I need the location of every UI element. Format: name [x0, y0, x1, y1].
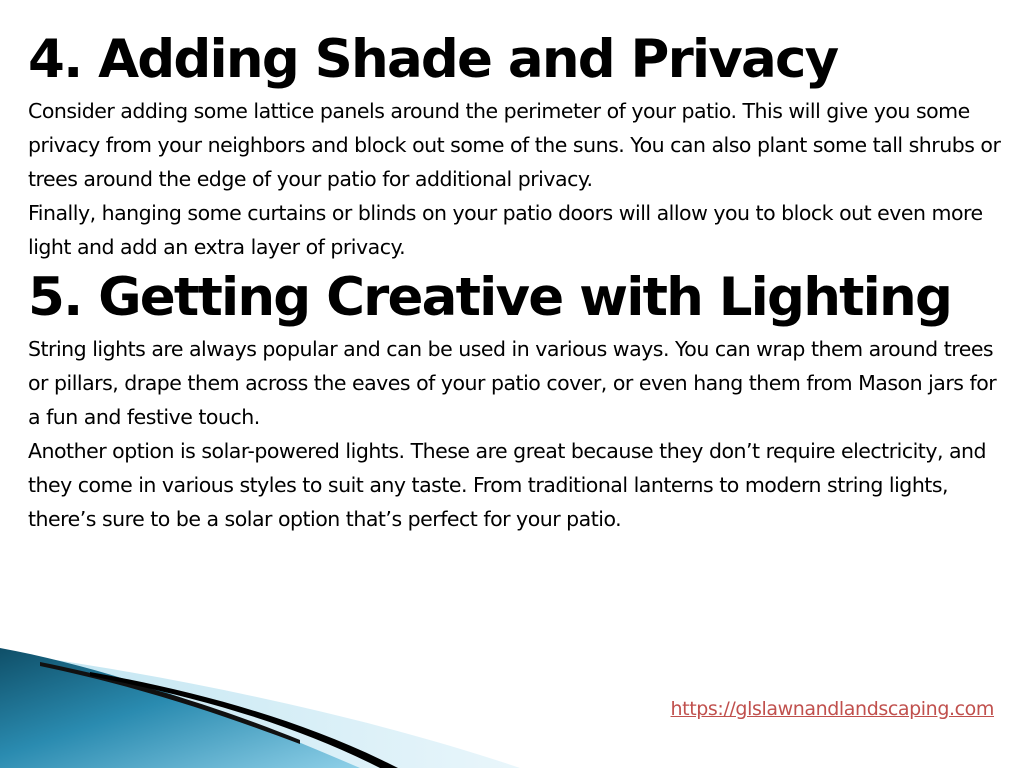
slide-content	[28, 29, 1004, 536]
website-link[interactable]: https://glslawnandlandscaping.com	[670, 698, 994, 720]
section-heading-creative-lighting: 5. Getting Creative with Lighting	[28, 267, 952, 329]
section-paragraph: Finally, hanging some curtains or blinds on your patio doors will allow you to block out even more light and add an extra layer of privacy.	[28, 201, 983, 260]
section-paragraph: Consider adding some lattice panels around the perimeter of your patio. This will give you some privacy from your neighbors and block out some of the suns. You can also plant some tall shrubs or trees around the edge of your patio for additional privacy.	[28, 99, 1001, 192]
wave-dark-stripe	[40, 662, 300, 744]
section-heading-shade-privacy: 4. Adding Shade and Privacy	[28, 29, 838, 90]
section-shade-privacy	[28, 29, 1004, 264]
section-paragraph: Another option is solar-powered lights. These are great because they don’t require electricity, and they come in various styles to suit any taste. From traditional lanterns to modern string lights, there’s sure to be a solar option that’s perfect for your patio.	[28, 439, 987, 532]
section-paragraph: String lights are always popular and can be used in various ways. You can wrap them around trees or pillars, drape them across the eaves of your patio cover, or even hang them from Mason jars for a fun and festive touch.	[28, 337, 997, 430]
wave-blue-layer	[0, 648, 360, 768]
wave-black-swoosh	[90, 672, 398, 768]
section-creative-lighting	[28, 267, 1004, 536]
wave-pale-layer	[0, 652, 520, 768]
